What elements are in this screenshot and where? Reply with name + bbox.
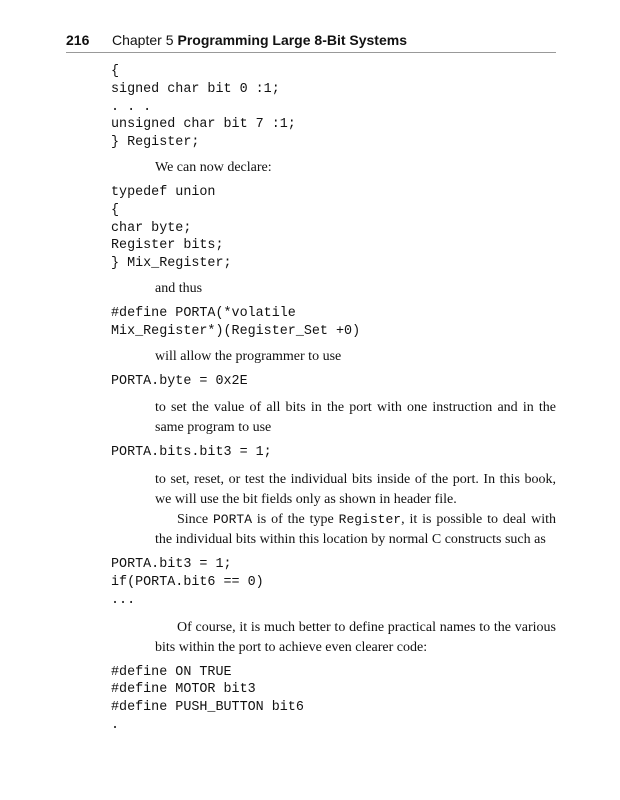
code-block-porta-bit-access xyxy=(111,556,556,609)
code-line: typedef union xyxy=(111,184,216,200)
page-number: 216 xyxy=(66,32,90,48)
paragraph-set-all-bits: to set the value of all bits in the port with one instruction and in the same program to use xyxy=(155,400,556,436)
chapter-label: Chapter 5 xyxy=(112,32,174,48)
code-line: Mix_Register*)(Register_Set +0) xyxy=(111,323,361,339)
code-line: Register bits; xyxy=(111,238,224,254)
paragraph-allow-programmer: will allow the programmer to use xyxy=(155,348,342,364)
code-line: #define PORTA(*volatile xyxy=(111,305,296,321)
code-line: char byte; xyxy=(111,220,192,236)
code-block-define-porta xyxy=(111,305,556,341)
code-line: } Mix_Register; xyxy=(111,256,232,272)
paragraph-since-porta: Since PORTA is of the type Register, it is possible to deal with the individual bits within this location by normal C constructs such as xyxy=(155,512,556,548)
paragraph-declare: We can now declare: xyxy=(155,159,272,175)
paragraph-and-thus: and thus xyxy=(155,280,203,296)
code-line: { xyxy=(111,202,120,218)
paragraph-group-bit-fields xyxy=(111,470,556,550)
code-line: PORTA.byte = 0x2E xyxy=(111,373,248,389)
code-line: . xyxy=(111,717,120,733)
inline-code-register: Register xyxy=(338,512,402,528)
chapter-title: Programming Large 8-Bit Systems xyxy=(177,32,407,48)
code-line: PORTA.bit3 = 1; xyxy=(111,557,232,573)
code-line: #define ON TRUE xyxy=(111,664,232,680)
code-block-porta-byte xyxy=(111,373,556,391)
code-line: #define MOTOR bit3 xyxy=(111,682,256,698)
code-line: signed char bit 0 :1; xyxy=(111,81,280,97)
code-block-mix-register xyxy=(111,184,556,273)
code-line: . . . xyxy=(111,99,152,115)
paragraph-set-reset: to set, reset, or test the individual bits inside of the port. In this book, we will use the bit fields only as shown in header file. xyxy=(155,472,556,508)
code-line: { xyxy=(111,64,120,79)
code-block-porta-bits xyxy=(111,444,556,462)
inline-code-porta: PORTA xyxy=(213,512,253,528)
paragraph-practical-names: Of course, it is much better to define practical names to the various bits within the port to achieve even clearer code: xyxy=(155,619,556,655)
running-header xyxy=(66,32,556,53)
page-body xyxy=(111,63,556,735)
code-line: ... xyxy=(111,592,136,608)
code-line: PORTA.bits.bit3 = 1; xyxy=(111,445,272,461)
code-line: unsigned char bit 7 :1; xyxy=(111,117,296,133)
code-line: if(PORTA.bit6 == 0) xyxy=(111,574,264,590)
code-line: #define PUSH_BUTTON bit6 xyxy=(111,700,304,716)
code-line: } Register; xyxy=(111,135,200,151)
code-block-defines xyxy=(111,664,556,735)
code-block-register-struct xyxy=(111,63,556,152)
